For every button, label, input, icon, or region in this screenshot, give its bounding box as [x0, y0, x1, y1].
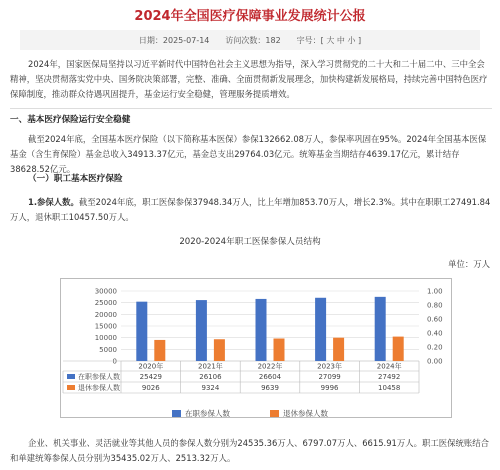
subsection1-paragraph — [10, 195, 492, 225]
x-tick-label: 2022年 — [257, 362, 283, 371]
section1-paragraph: 截至2024年底，全国基本医疗保险（以下简称基本医保）参保132662.08万人，参保率巩固在95%。2024年全国基本医保基金（含生育保险）基金总收入34913.37亿元，基金总支出29764.03亿元。统筹基金当期结存4639.17亿元，累计结存38628.52亿元。 — [10, 134, 487, 174]
y-tick-label: 20000 — [94, 310, 117, 319]
view-count-label: 访问次数： — [225, 35, 266, 45]
data-label: 9324 — [201, 384, 220, 392]
font-size-prefix: 字号：[ — [296, 35, 324, 45]
view-count-value: 182 — [265, 35, 281, 45]
y-tick-label: 10000 — [94, 334, 117, 343]
y2-tick-label: 0.60 — [427, 315, 443, 324]
subsection1-body: 截至2024年底，职工医保参保37948.34万人，比上年增加853.70万人，增长2.3%。其中在职职工27491.84万人，退休职工10457.50万人。 — [10, 197, 491, 222]
chart-title: 2020-2024年职工医保参保人员结构 — [179, 237, 321, 247]
bar — [214, 339, 225, 361]
table-legend-key — [67, 385, 75, 390]
subsection1-lead: 1.参保人数。 — [28, 197, 79, 207]
y-tick-label: 5000 — [99, 345, 117, 354]
data-label: 26604 — [258, 373, 282, 381]
y-tick-label: 25000 — [94, 299, 117, 308]
bar — [196, 300, 207, 361]
bar — [315, 298, 326, 361]
data-label: 27099 — [318, 373, 341, 381]
data-label: 27492 — [378, 373, 401, 381]
x-tick-label: 2021年 — [197, 362, 223, 371]
publish-date: 日期：2025-07-14 — [138, 35, 210, 45]
data-label: 9639 — [261, 384, 279, 392]
bar — [256, 299, 267, 361]
x-tick-label: 2024年 — [376, 362, 402, 371]
font-size-small-button[interactable]: 小 — [347, 35, 356, 45]
footer-paragraph: 企业、机关事业、灵活就业等其他人员的参保人数分别为24535.36万人、6797.07万人、6615.91万人。职工医保统账结合和单建统筹参保人员分别为35435.02万人、2513.32万人。 — [10, 438, 489, 463]
subsection1-heading: （一）职工基本医疗保险 — [28, 174, 123, 184]
y2-tick-label: 0.40 — [427, 329, 443, 338]
meta-bar — [20, 30, 480, 50]
chart-unit: 单位：万人 — [448, 259, 490, 269]
x-tick-label: 2023年 — [317, 362, 343, 371]
font-size-medium-button[interactable]: 中 — [336, 35, 345, 45]
bar-chart — [61, 279, 453, 419]
data-label: 9026 — [141, 384, 160, 392]
bar — [375, 297, 386, 361]
legend-swatch-active — [172, 410, 181, 417]
data-label: 25429 — [139, 373, 162, 381]
font-size-large-button[interactable]: 大 — [326, 35, 335, 45]
y2-tick-label: 1.00 — [427, 287, 443, 296]
y2-tick-label: 0.80 — [427, 301, 443, 310]
bar — [136, 302, 147, 361]
y2-tick-label: 0.00 — [427, 357, 443, 366]
legend-item-retired — [270, 408, 328, 419]
legend-label-active: 在职参保人数 — [185, 409, 230, 418]
font-size-suffix: ] — [357, 35, 362, 45]
bar — [393, 337, 404, 361]
font-size-control — [297, 35, 361, 46]
divider — [10, 108, 492, 109]
y-tick-label: 15000 — [94, 322, 117, 331]
data-label: 9996 — [320, 384, 339, 392]
intro-paragraph: 2024年，国家医保局坚持以习近平新时代中国特色社会主义思想为指导，深入学习贯彻党的二十大和二十届二中、三中全会精神，坚决贯彻落实党中央、国务院决策部署，完整、准确、全面贯彻新发展理念，加快构建新发展格局，持续完善中国特色医疗保障制度，推动群众待遇巩固提升，基金运行安全稳健，管理服务提质增效。 — [10, 59, 488, 99]
chart-legend — [0, 408, 500, 419]
x-tick-label: 2020年 — [138, 362, 164, 371]
legend-swatch-retired — [270, 410, 279, 417]
table-legend-key — [67, 374, 75, 379]
chart-frame — [60, 278, 452, 418]
bar — [274, 339, 285, 361]
section1-heading: 一、基本医疗保险运行安全稳健 — [10, 115, 131, 125]
y-tick-label: 30000 — [94, 287, 117, 296]
data-label: 10458 — [378, 384, 401, 392]
data-label: 26106 — [199, 373, 222, 381]
table-series-label: 退休参保人数 — [78, 384, 120, 392]
table-series-label: 在职参保人数 — [78, 373, 120, 381]
view-count — [225, 35, 280, 46]
legend-label-retired: 退休参保人数 — [283, 409, 328, 418]
y2-tick-label: 0.20 — [427, 343, 443, 352]
legend-item-active — [172, 408, 230, 419]
bar — [154, 340, 165, 361]
bar — [333, 338, 344, 361]
y-tick-label: 0 — [112, 357, 117, 366]
page-title: 2024年全国医疗保障事业发展统计公报 — [134, 9, 366, 24]
